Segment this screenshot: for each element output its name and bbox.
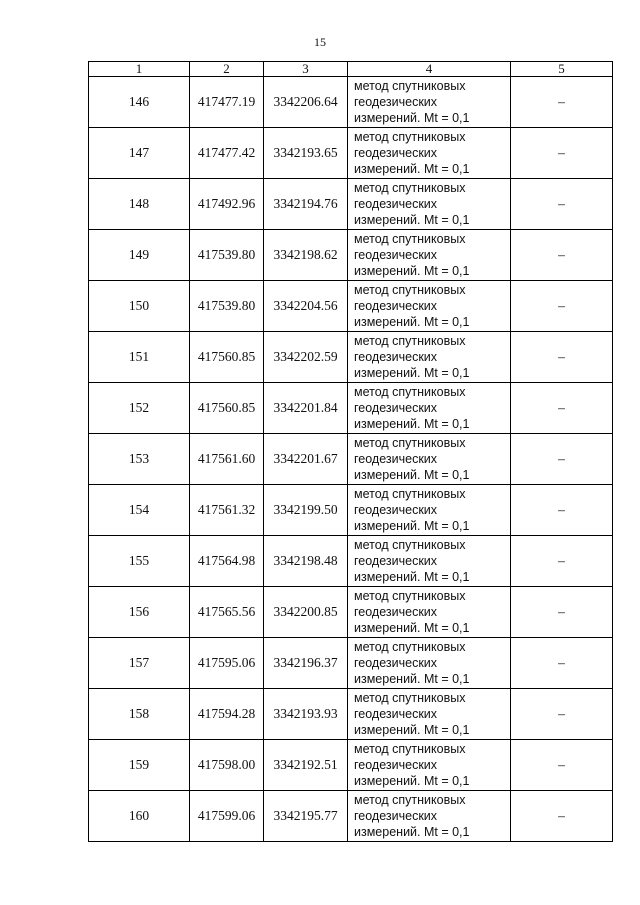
point-number-cell: 159	[89, 740, 190, 791]
method-cell: метод спутниковых геодезических измерений. Mt = 0,1	[348, 230, 511, 281]
note-cell: –	[511, 383, 613, 434]
point-number-cell: 154	[89, 485, 190, 536]
table-row	[89, 740, 613, 791]
point-number-cell: 157	[89, 638, 190, 689]
x-coordinate-cell: 417561.60	[190, 434, 264, 485]
table-row	[89, 485, 613, 536]
y-coordinate-cell: 3342202.59	[264, 332, 348, 383]
point-number-cell: 146	[89, 77, 190, 128]
method-cell: метод спутниковых геодезических измерений. Mt = 0,1	[348, 332, 511, 383]
y-coordinate-cell: 3342198.48	[264, 536, 348, 587]
x-coordinate-cell: 417477.19	[190, 77, 264, 128]
x-coordinate-cell: 417477.42	[190, 128, 264, 179]
coordinates-table	[88, 61, 613, 842]
table-row	[89, 332, 613, 383]
point-number-cell: 160	[89, 791, 190, 842]
table-row	[89, 77, 613, 128]
point-number-cell: 147	[89, 128, 190, 179]
method-cell: метод спутниковых геодезических измерений. Mt = 0,1	[348, 791, 511, 842]
column-header-3: 3	[264, 62, 348, 77]
y-coordinate-cell: 3342198.62	[264, 230, 348, 281]
note-cell: –	[511, 740, 613, 791]
note-cell: –	[511, 485, 613, 536]
x-coordinate-cell: 417539.80	[190, 230, 264, 281]
x-coordinate-cell: 417560.85	[190, 332, 264, 383]
note-cell: –	[511, 434, 613, 485]
page-number: 15	[314, 35, 326, 49]
y-coordinate-cell: 3342201.84	[264, 383, 348, 434]
table-row	[89, 434, 613, 485]
table-row	[89, 791, 613, 842]
column-header-4: 4	[348, 62, 511, 77]
x-coordinate-cell: 417560.85	[190, 383, 264, 434]
point-number-cell: 156	[89, 587, 190, 638]
y-coordinate-cell: 3342201.67	[264, 434, 348, 485]
table-row	[89, 383, 613, 434]
y-coordinate-cell: 3342192.51	[264, 740, 348, 791]
x-coordinate-cell: 417599.06	[190, 791, 264, 842]
point-number-cell: 148	[89, 179, 190, 230]
x-coordinate-cell: 417564.98	[190, 536, 264, 587]
note-cell: –	[511, 536, 613, 587]
note-cell: –	[511, 332, 613, 383]
x-coordinate-cell: 417561.32	[190, 485, 264, 536]
table-row	[89, 689, 613, 740]
method-cell: метод спутниковых геодезических измерений. Mt = 0,1	[348, 434, 511, 485]
column-header-2: 2	[190, 62, 264, 77]
note-cell: –	[511, 230, 613, 281]
x-coordinate-cell: 417492.96	[190, 179, 264, 230]
y-coordinate-cell: 3342194.76	[264, 179, 348, 230]
note-cell: –	[511, 77, 613, 128]
table-row	[89, 587, 613, 638]
point-number-cell: 149	[89, 230, 190, 281]
note-cell: –	[511, 587, 613, 638]
note-cell: –	[511, 179, 613, 230]
method-cell: метод спутниковых геодезических измерений. Mt = 0,1	[348, 179, 511, 230]
y-coordinate-cell: 3342199.50	[264, 485, 348, 536]
y-coordinate-cell: 3342196.37	[264, 638, 348, 689]
point-number-cell: 158	[89, 689, 190, 740]
method-cell: метод спутниковых геодезических измерений. Mt = 0,1	[348, 740, 511, 791]
method-cell: метод спутниковых геодезических измерений. Mt = 0,1	[348, 281, 511, 332]
note-cell: –	[511, 791, 613, 842]
method-cell: метод спутниковых геодезических измерений. Mt = 0,1	[348, 485, 511, 536]
table-row	[89, 179, 613, 230]
point-number-cell: 150	[89, 281, 190, 332]
table-row	[89, 638, 613, 689]
y-coordinate-cell: 3342204.56	[264, 281, 348, 332]
column-header-1: 1	[89, 62, 190, 77]
y-coordinate-cell: 3342200.85	[264, 587, 348, 638]
x-coordinate-cell: 417539.80	[190, 281, 264, 332]
note-cell: –	[511, 689, 613, 740]
note-cell: –	[511, 638, 613, 689]
method-cell: метод спутниковых геодезических измерений. Mt = 0,1	[348, 638, 511, 689]
note-cell: –	[511, 128, 613, 179]
table-row	[89, 281, 613, 332]
method-cell: метод спутниковых геодезических измерений. Mt = 0,1	[348, 383, 511, 434]
y-coordinate-cell: 3342195.77	[264, 791, 348, 842]
y-coordinate-cell: 3342193.65	[264, 128, 348, 179]
note-cell: –	[511, 281, 613, 332]
y-coordinate-cell: 3342193.93	[264, 689, 348, 740]
x-coordinate-cell: 417594.28	[190, 689, 264, 740]
method-cell: метод спутниковых геодезических измерений. Mt = 0,1	[348, 587, 511, 638]
point-number-cell: 152	[89, 383, 190, 434]
method-cell: метод спутниковых геодезических измерений. Mt = 0,1	[348, 77, 511, 128]
method-cell: метод спутниковых геодезических измерений. Mt = 0,1	[348, 536, 511, 587]
method-cell: метод спутниковых геодезических измерений. Mt = 0,1	[348, 128, 511, 179]
point-number-cell: 151	[89, 332, 190, 383]
x-coordinate-cell: 417595.06	[190, 638, 264, 689]
table-row	[89, 536, 613, 587]
point-number-cell: 155	[89, 536, 190, 587]
x-coordinate-cell: 417565.56	[190, 587, 264, 638]
column-header-5: 5	[511, 62, 613, 77]
table-row	[89, 128, 613, 179]
table-row	[89, 230, 613, 281]
method-cell: метод спутниковых геодезических измерений. Mt = 0,1	[348, 689, 511, 740]
point-number-cell: 153	[89, 434, 190, 485]
x-coordinate-cell: 417598.00	[190, 740, 264, 791]
table-header-row	[89, 62, 613, 77]
y-coordinate-cell: 3342206.64	[264, 77, 348, 128]
